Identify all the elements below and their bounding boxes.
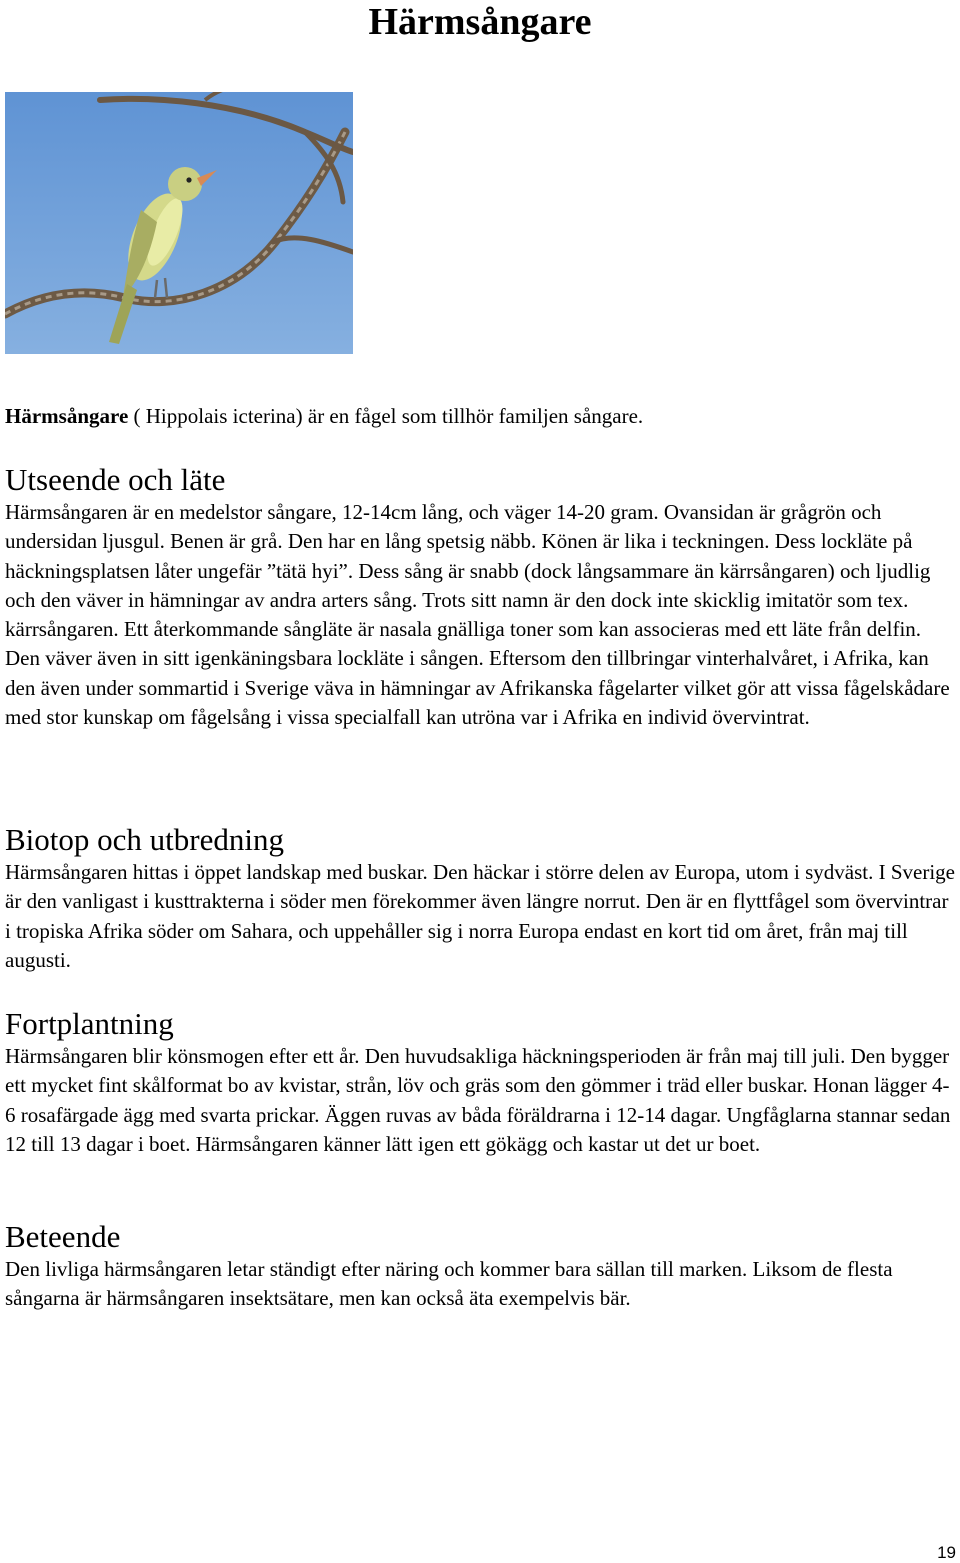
intro-species-name: Härmsångare [5,404,129,428]
bird-on-branch-icon [5,92,353,354]
section-text: Den livliga härmsångaren letar ständigt efter näring och kommer bara sällan till marken. Liksom de flesta sångarna är härmsångaren insektsätare, men kan också äta exempelvis bär. [5,1257,893,1311]
section-behaviour [5,1219,957,1314]
intro-text: ( Hippolais icterina) är en fågel som tillhör familjen sångare. [128,404,644,428]
section-text: Härmsångaren blir könsmogen efter ett år. Den huvudsakliga häckningsperioden är från maj till juli. Den bygger ett mycket fint skålformat bo av kvistar, strån, löv och gräs som den gömmer i träd eller buskar. Honan lägger 4-6 rosafärgade ägg med svarta prickar. Äggen ruvas av båda föräldrarna i 12-14 dagar. Ungfåglarna stannar sedan 12 till 13 dagar i boet. Härmsångaren känner lätt igen ett gökägg och kastar ut det ur boet. [5,1044,951,1156]
section-heading: Biotop och utbredning [5,822,284,857]
section-heading: Utseende och läte [5,462,226,497]
intro-paragraph [5,402,955,431]
section-heading: Fortplantning [5,1006,174,1041]
section-text: Härmsångaren hittas i öppet landskap med buskar. Den häckar i större delen av Europa, utom i sydväst. I Sverige är den vanligast i kusttrakterna i söder men förekommer även längre norrut. Den är en flyttfågel som övervintrar i tropiska Afrika söder om Sahara, och uppehåller sig i norra Europa endast en kort tid om året, från maj till augusti. [5,860,955,972]
section-habitat [5,822,957,975]
section-breeding [5,1006,957,1159]
section-heading: Beteende [5,1219,121,1254]
page-number: 19 [937,1543,956,1562]
section-appearance [5,462,957,732]
section-text: Härmsångaren är en medelstor sångare, 12-14cm lång, och väger 14-20 gram. Ovansidan är grågrön och undersidan ljusgul. Benen är grå. Den har en lång spetsig näbb. Könen är lika i teckningen. Dess lockläte på häckningsplatsen låter ungefär ”tätä hyi”. Dess sång är snabb (dock långsammare än kärrsångaren) och ljudlig och den väver in hämningar av andra arters sång. Trots sitt namn är den dock inte skicklig imitatör som tex. kärrsångaren. Ett återkommande sångläte är nasala gnälliga toner som kan associeras med ett läte från delfin. Den väver även in sitt igenkäningsbara lockläte i sången. Eftersom den tillbringar vinterhalvåret, i Afrika, kan den även under sommartid i Sverige väva in hämningar av Afrikanska fågelarter vilket gör att vissa fågelskådare med stor kunskap om fågelsång i vissa specialfall kan utröna var i Afrika en individ övervintrat. [5,500,950,730]
page-title: Härmsångare [368,1,592,43]
bird-photo [5,92,353,354]
